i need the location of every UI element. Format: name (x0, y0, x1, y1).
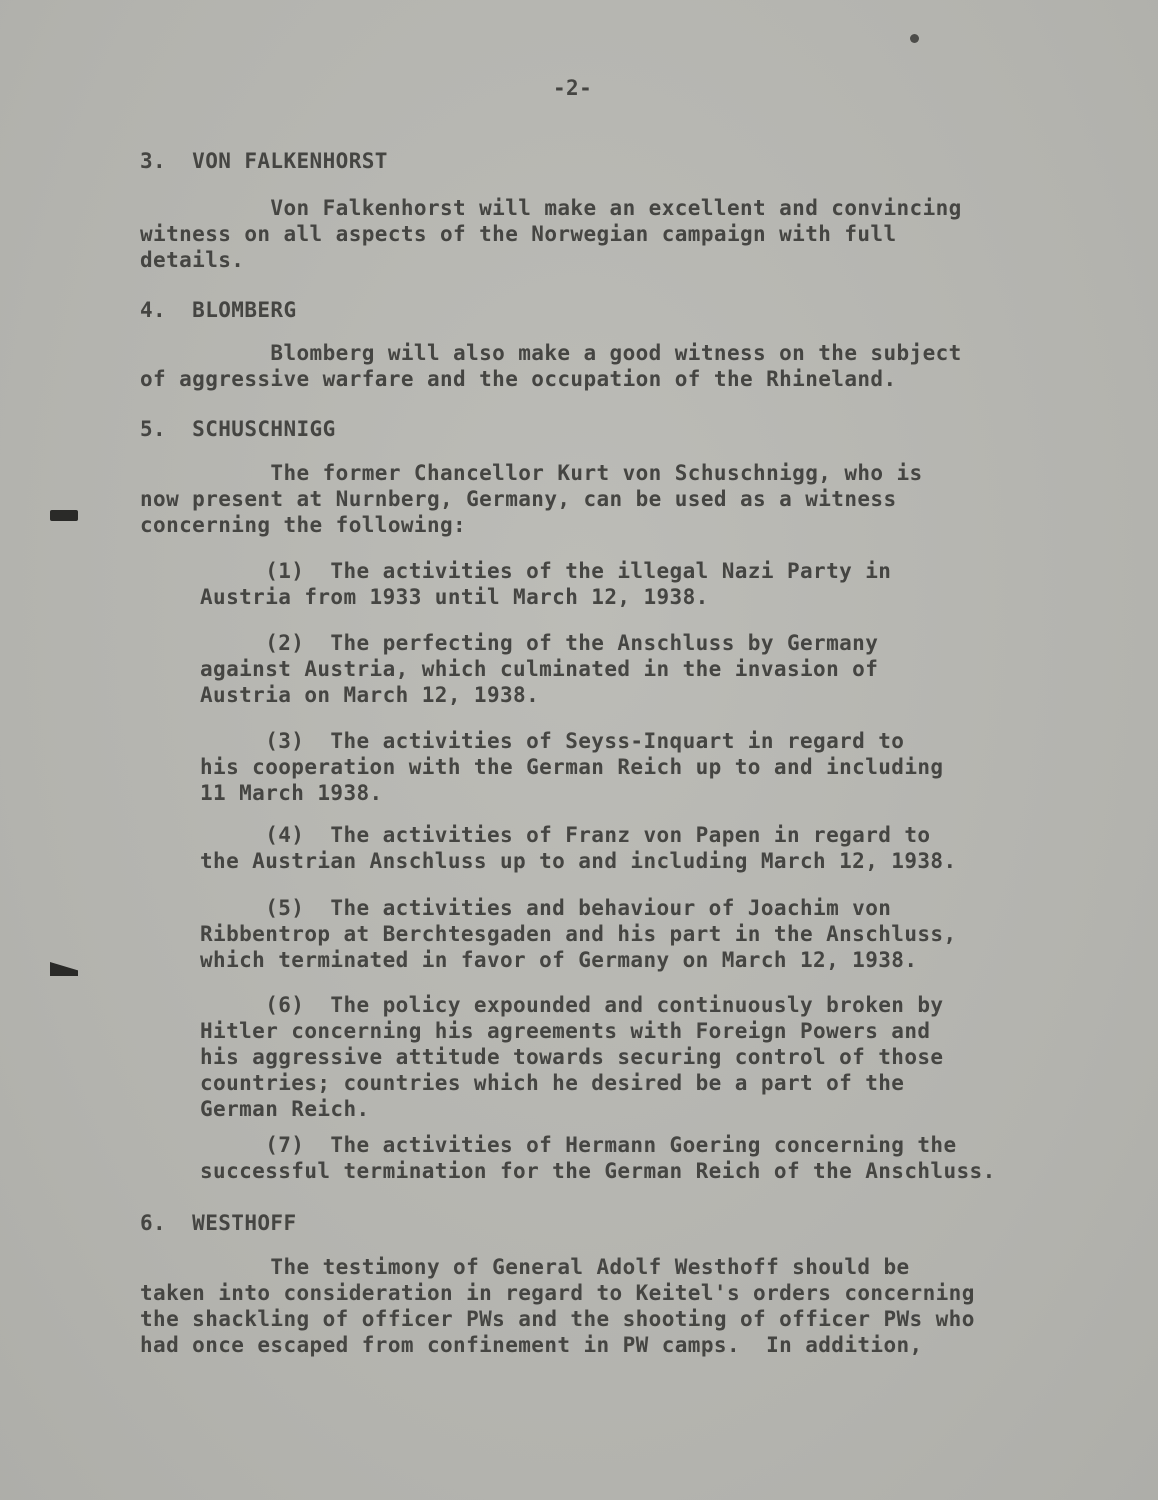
list-item: (1) The activities of the illegal Nazi Party in Austria from 1933 until March 12, 1938. (200, 559, 892, 609)
section-paragraph: The testimony of General Adolf Westhoff should be taken into consideration in regard to Keitel's orders concerning the shackling of officer PWs and the shooting of officer PWs who had once escaped from confinement in PW camps. In addition, (140, 1255, 975, 1357)
page-number: -2- (553, 76, 593, 100)
section-paragraph: Blomberg will also make a good witness on the subject of aggressive warfare and the occupation of the Rhineland. (140, 341, 962, 391)
list-item: (5) The activities and behaviour of Joachim von Ribbentrop at Berchtesgaden and his part in the Anschluss, which terminated in favor of Germany on March 12, 1938. (200, 896, 957, 972)
list-item: (2) The perfecting of the Anschluss by Germany against Austria, which culminated in the invasion of Austria on March 12, 1938. (200, 631, 879, 707)
ink-dot (910, 34, 919, 43)
section-heading: 6. WESTHOFF (140, 1211, 297, 1235)
list-item: (4) The activities of Franz von Papen in regard to the Austrian Anschluss up to and including March 12, 1938. (200, 823, 957, 873)
section-paragraph: Von Falkenhorst will make an excellent and convincing witness on all aspects of the Norwegian campaign with full details. (140, 196, 962, 272)
edge-mark (50, 510, 78, 521)
edge-mark (50, 962, 78, 976)
section-heading: 3. VON FALKENHORST (140, 149, 388, 173)
section-paragraph: The former Chancellor Kurt von Schuschnigg, who is now present at Nurnberg, Germany, can be used as a witness concerning the following: (140, 461, 923, 537)
list-item: (6) The policy expounded and continuously broken by Hitler concerning his agreements with Foreign Powers and his aggressive attitude towards securing control of those countries; countries which he desired be a part of the German Reich. (200, 993, 944, 1121)
section-heading: 4. BLOMBERG (140, 298, 297, 322)
list-item: (7) The activities of Hermann Goering concerning the successful termination for the German Reich of the Anschluss. (200, 1133, 996, 1183)
list-item: (3) The activities of Seyss-Inquart in regard to his cooperation with the German Reich up to and including 11 March 1938. (200, 729, 944, 805)
section-heading: 5. SCHUSCHNIGG (140, 417, 336, 441)
